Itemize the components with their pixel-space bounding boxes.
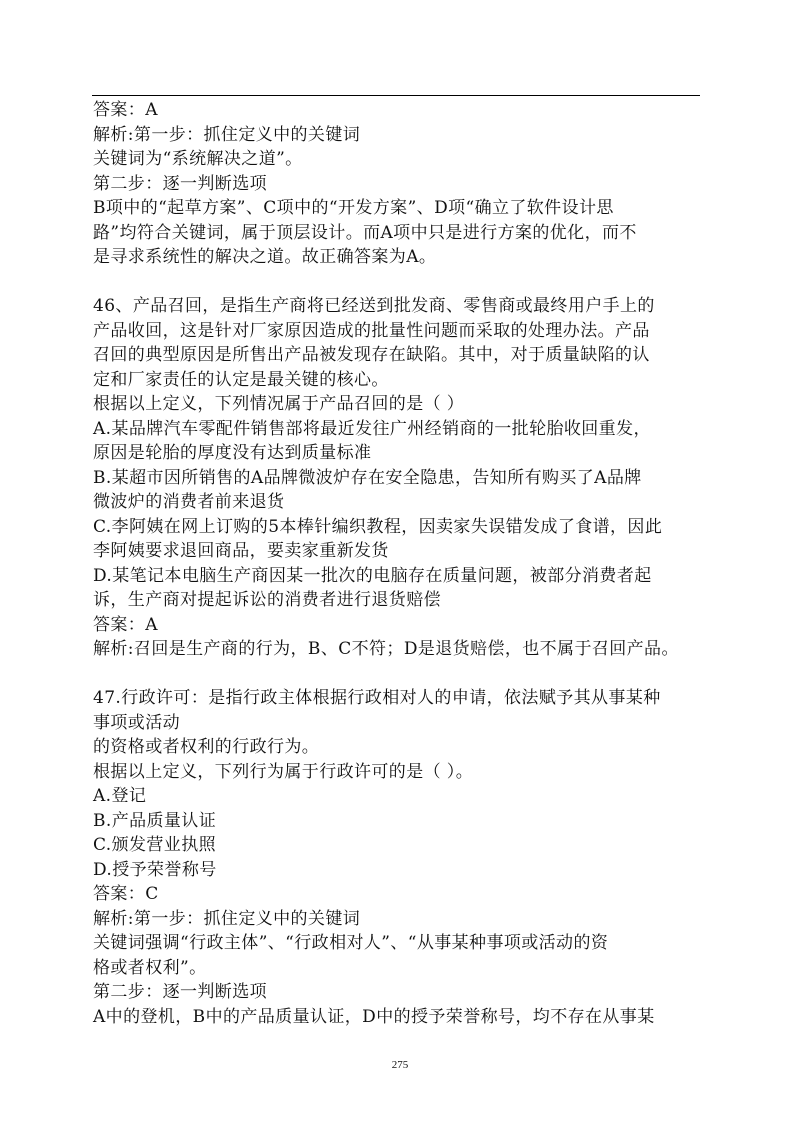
text-line: 产品收回，这是针对厂家原因造成的批量性问题而采取的处理办法。产品 xyxy=(93,320,650,341)
question-47-stem: 47.行政许可：是指行政主体根据行政相对人的申请，依法赋予其从事某种 xyxy=(93,688,661,708)
analysis-line: 解析:召回是生产商的行为，B、C不符；D是退货赔偿，也不属于召回产品。 xyxy=(93,639,679,659)
option-c: C.颁发营业执照 xyxy=(93,835,217,855)
paragraph-gap xyxy=(93,270,705,295)
text-line: 解析:第一步：抓住定义中的关键词 xyxy=(93,124,361,145)
header-rule xyxy=(92,95,700,96)
option-d: D.授予荣誉称号 xyxy=(93,859,217,880)
text-line: B项中的“起草方案”、C项中的“开发方案”、D项“确立了软件设计思 xyxy=(93,198,614,218)
text-line: 的资格或者权利的行政行为。 xyxy=(93,737,320,757)
question-46-stem: 46、产品召回，是指生产商将已经送到批发商、零售商或最终用户手上的 xyxy=(93,296,655,316)
text-line: 格或者权利”。 xyxy=(93,957,207,978)
option-c: C.李阿姨在网上订购的5本棒针编织教程，因卖家失误错发成了食谱，因此 xyxy=(93,516,663,537)
text-line: 是寻求系统性的解决之道。故正确答案为A。 xyxy=(93,247,437,267)
text-line: 定和厂家责任的认定是最关键的核心。 xyxy=(93,369,389,390)
option-b: B.产品质量认证 xyxy=(93,810,217,831)
analysis-line: 解析:第一步：抓住定义中的关键词 xyxy=(93,908,361,929)
text-line: 原因是轮胎的厚度没有达到质量标准 xyxy=(93,443,372,463)
option-a: A.某品牌汽车零配件销售部将最近发往广州经销商的一批轮胎收回重发， xyxy=(93,418,651,439)
text-line: 第二步：逐一判断选项 xyxy=(93,173,267,194)
page-body xyxy=(93,98,705,1029)
question-prompt: 根据以上定义，下列情况属于产品召回的是（ ） xyxy=(93,394,465,414)
answer-line: 答案：A xyxy=(93,614,158,635)
option-b: B.某超市因所销售的A品牌微波炉存在安全隐患，告知所有购买了A品牌 xyxy=(93,467,642,488)
text-line: 路”均符合关键词，属于顶层设计。而A项中只是进行方案的优化，而不 xyxy=(93,222,637,243)
text-line: 召回的典型原因是所售出产品被发现存在缺陷。其中，对于质量缺陷的认 xyxy=(93,345,650,365)
text-line: 关键词强调“行政主体”、“行政相对人”、“从事某种事项或活动的资 xyxy=(93,933,609,953)
question-prompt: 根据以上定义，下列行为属于行政许可的是（ ）。 xyxy=(93,761,474,782)
text-line: 第二步：逐一判断选项 xyxy=(93,982,267,1002)
text-line: 答案：A xyxy=(93,100,158,120)
answer-line: 答案：C xyxy=(93,884,159,904)
option-d: D.某笔记本电脑生产商因某一批次的电脑存在质量问题，被部分消费者起 xyxy=(93,565,652,586)
text-line: 李阿姨要求退回商品，要卖家重新发货 xyxy=(93,541,389,561)
text-line: 诉，生产商对提起诉讼的消费者进行退货赔偿 xyxy=(93,590,441,610)
option-a: A.登记 xyxy=(93,786,147,806)
text-line: 事项或活动 xyxy=(93,712,180,733)
text-line: 微波炉的消费者前来退货 xyxy=(93,492,285,512)
text-line: A中的登机，B中的产品质量认证，D中的授予荣誉称号，均不存在从事某 xyxy=(93,1006,655,1027)
page-number: 275 xyxy=(391,1059,409,1071)
paragraph-gap xyxy=(93,662,705,687)
text-line: 关键词为“系统解决之道”。 xyxy=(93,149,303,169)
